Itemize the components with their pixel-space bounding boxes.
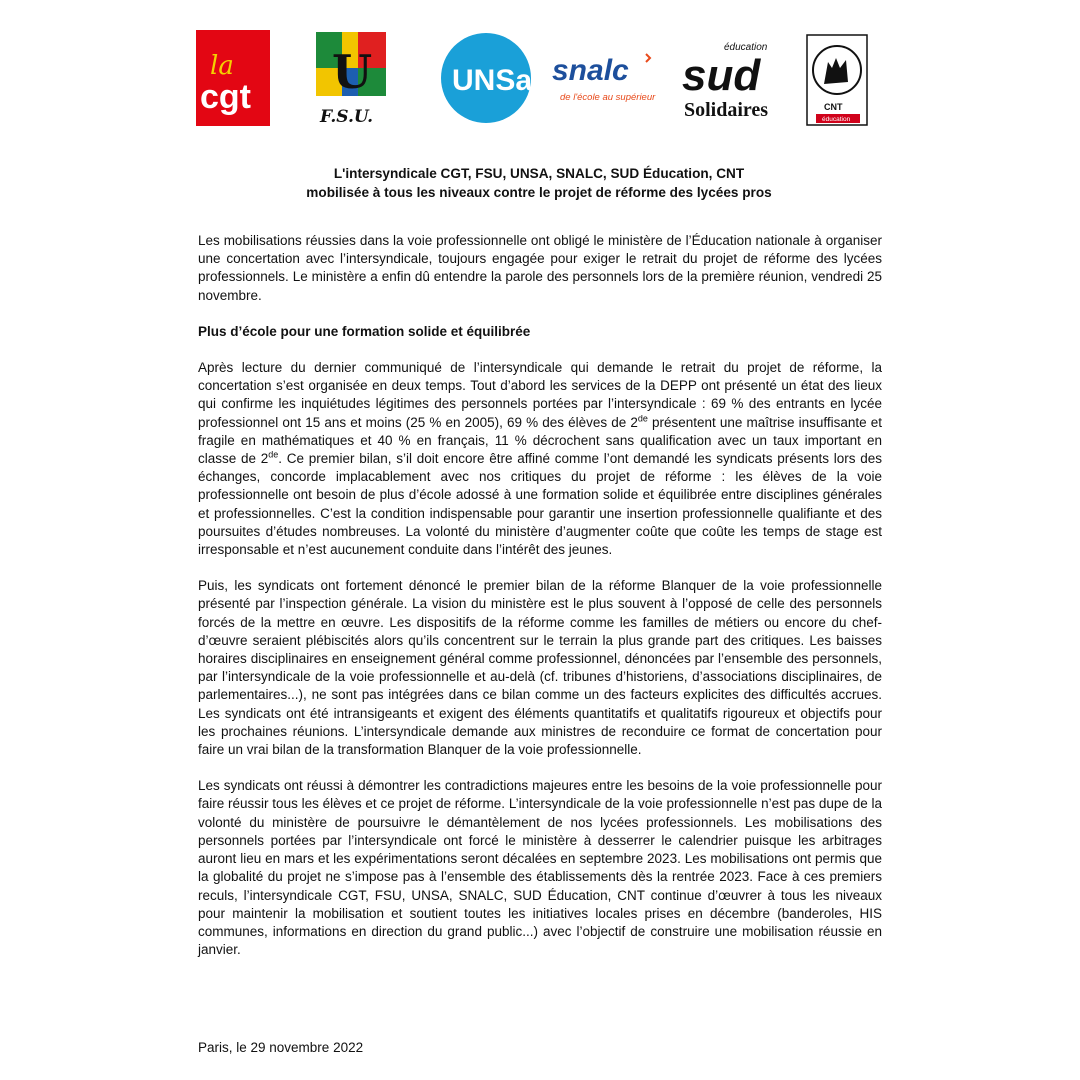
svg-text:cgt: cgt bbox=[200, 78, 251, 116]
svg-text:Solidaires: Solidaires bbox=[684, 99, 769, 121]
cgt-logo bbox=[196, 30, 270, 126]
svg-text:CNT: CNT bbox=[824, 102, 843, 112]
union-logos-row bbox=[0, 28, 1080, 128]
svg-text:snalc: snalc bbox=[552, 54, 629, 87]
unsa-logo bbox=[440, 32, 532, 124]
blanquer-reform-paragraph: Puis, les syndicats ont fortement dénoncé le premier bilan de la réforme Blanquer de la voie professionnelle présenté par l’inspection générale. La vision du ministère est le plus souvent à l’opposé de celle des personnels forcés de la mettre en œuvre. Les dispositifs de la réforme comme les familles de métiers ou encore du chef-d’œuvre seraient plébiscités alors qu’ils concentrent sur le terrain la plus grande part des critiques. Les baisses horaires disciplinaires en enseignement général comme professionnel, dénoncées par l’ensemble des personnels, par l’intersyndicale de la voie professionnelle et au-delà (cf. tribunes d’historiens, d’associations disciplinaires, de parlementaires...), ne sont pas intégrées dans ce bilan comme un des facteurs explicites des difficultés accrues. Les syndicats ont été intransigeants et exigent des éléments quantitatifs et qualitatifs rigoureux et objectifs pour les prochaines réunions. L’intersyndicale demande aux ministres de reconduire ce format de concertation pour faire un vrai bilan de la transformation Blanquer de la voie professionnelle. bbox=[198, 578, 882, 758]
svg-text:éducation: éducation bbox=[822, 116, 851, 123]
svg-text:U: U bbox=[332, 45, 373, 99]
title-line-1: L'intersyndicale CGT, FSU, UNSA, SNALC, SUD Éducation, CNT bbox=[333, 166, 745, 181]
contradictions-paragraph: Les syndicats ont réussi à démontrer les contradictions majeures entre les besoins de la voie professionnelle pour faire réussir tous les élèves et ce projet de réforme. L’intersyndicale de la voie professionnelle n’est pas dupe de la volonté du ministère de poursuivre le démantèlement de nos lycées professionnels. Les mobilisations des personnels portées par l’intersyndicale ont forcé le ministère à desserrer le calendrier puisque les arbitrages auront lieu en mars et les expérimentations seront décalées en septembre 2023. Les mobilisations ont permis que la globalité du projet ne s’impose pas à l’ensemble des établissements dès la rentrée 2023. Face à ces premiers reculs, l’intersyndicale CGT, FSU, UNSA, SNALC, SUD Éducation, CNT continue d’œuvrer à tous les niveaux pour maintenir la mobilisation et soutient toutes les initiatives locales prises en décembre (banderoles, HIS communes, informations en direction du grand public...) avec l’objectif de construire une mobilisation réussie en janvier. bbox=[198, 778, 882, 958]
svg-text:F.S.U.: F.S.U. bbox=[320, 107, 374, 126]
section-heading: Plus d’école pour une formation solide et équilibrée bbox=[198, 323, 531, 339]
press-release-title bbox=[196, 164, 882, 202]
press-release-body bbox=[198, 232, 882, 977]
snalc-logo bbox=[550, 50, 660, 110]
svg-text:la: la bbox=[210, 51, 234, 81]
intro-paragraph: Les mobilisations réussies dans la voie professionnelle ont obligé le ministère de l’Éducation nationale à organiser une concertation avec l’intersyndicale, toujours engagée pour exiger le retrait du projet de réforme des lycées professionnels. Le ministère a enfin dû entendre la parole des personnels lors de la première réunion, vendredi 25 novembre. bbox=[198, 233, 882, 303]
date-signature: Paris, le 29 novembre 2022 bbox=[198, 1040, 364, 1055]
svg-text:éducation: éducation bbox=[724, 42, 768, 53]
svg-text:de l'école au supérieur: de l'école au supérieur bbox=[560, 92, 656, 103]
depp-findings-paragraph: Après lecture du dernier communiqué de l’intersyndicale qui demande le retrait du projet de réforme, la concertation s’est organisée en deux temps. Tout d’abord les services de la DEPP ont présenté un état des lieux qui confirme les inquiétudes légitimes des personnels portées par l’intersyndicale : 69 % des entrants en lycée professionnel ont 15 ans et moins (25 % en 2005), 69 % des élèves de 2de présentent une maîtrise insuffisante et fragile en mathématiques et 40 % en français, 11 % décrochent sans qualification avec un taux important en classe de 2de. Ce premier bilan, s’il doit encore être affiné comme l’ont demandé les syndicats présents lors des échanges, concorde implacablement avec nos critiques du projet de réforme : les élèves de la voie professionnelle ont besoin de plus d’école adossé à une formation solide et équilibrée entre disciplines générales et professionnelles. C’est la condition indispensable pour garantir une insertion professionnelle qualifiante et des poursuites d’études nombreuses. La volonté du ministère d’augmenter coûte que coûte les temps de stage est irresponsable et n’est aucunement conduite dans l’intérêt des jeunes. bbox=[198, 360, 882, 558]
svg-text:sud: sud bbox=[682, 51, 761, 100]
cnt-logo bbox=[806, 34, 868, 126]
fsu-logo bbox=[312, 30, 392, 126]
svg-text:UNSa: UNSa bbox=[452, 64, 532, 97]
title-line-2: mobilisée à tous les niveaux contre le projet de réforme des lycées pros bbox=[306, 185, 772, 200]
sud-solidaires-logo bbox=[680, 38, 772, 124]
